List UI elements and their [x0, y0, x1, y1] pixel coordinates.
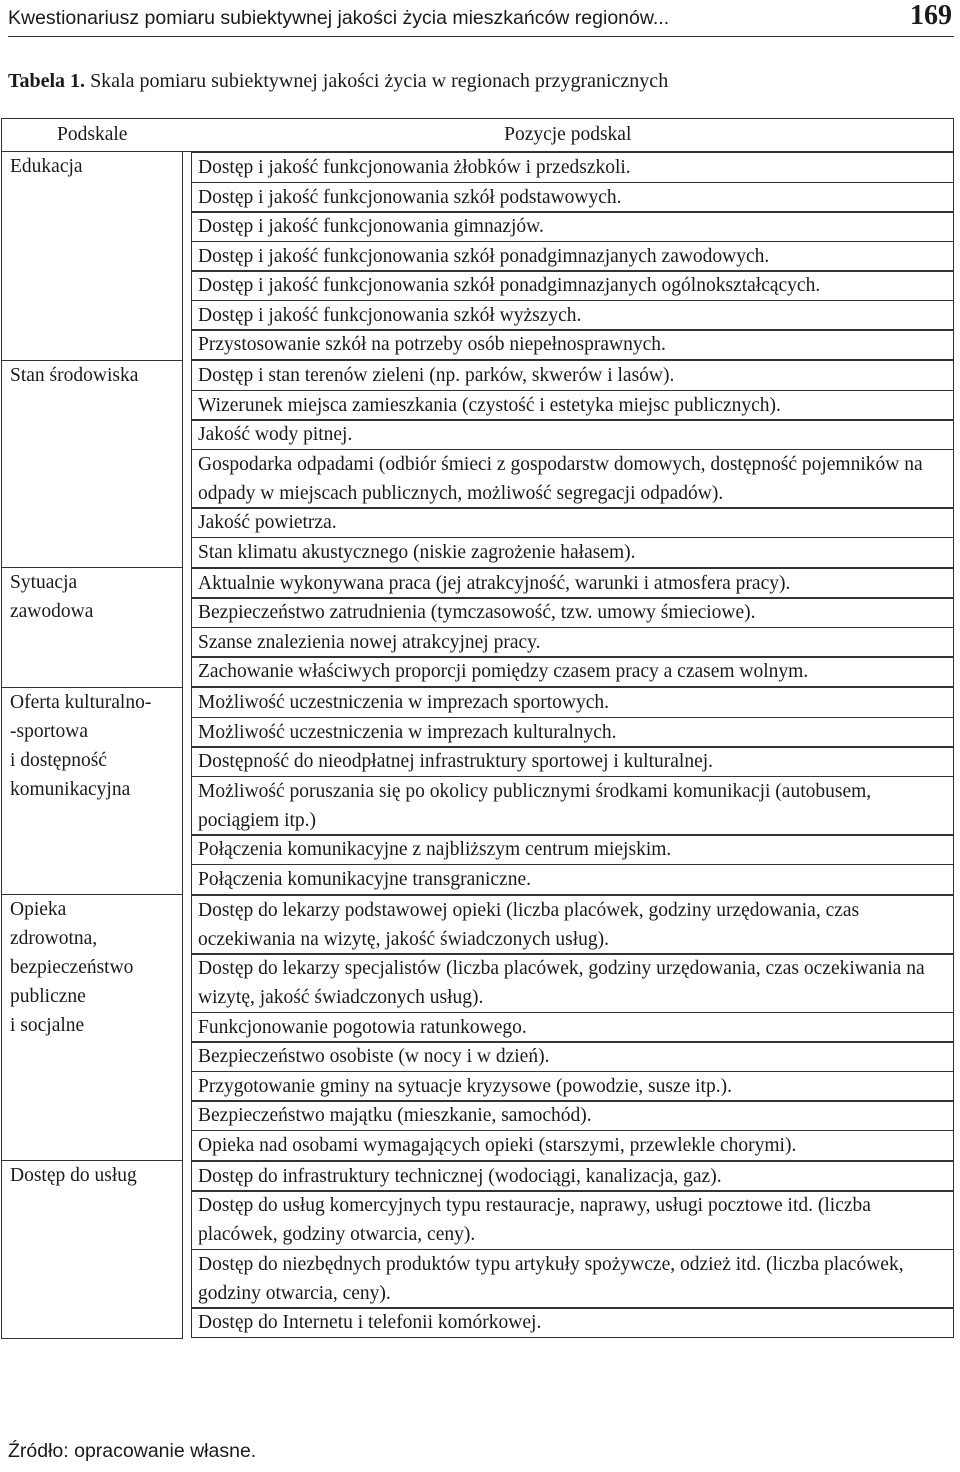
table-caption	[8, 70, 668, 93]
table-caption-label: Tabela 1.	[8, 70, 86, 92]
subscale-items	[183, 568, 954, 688]
table-row	[2, 895, 954, 1161]
item-cell	[191, 152, 954, 183]
subscale-items	[183, 1161, 954, 1339]
table-row	[2, 152, 954, 361]
item-text: Bezpieczeństwo zatrudnienia (tymczasowość, tzw. umowy śmieciowe).	[198, 602, 756, 623]
subscale-items	[183, 895, 954, 1161]
item-cell	[191, 1190, 954, 1250]
item-text: Jakość wody pitnej.	[198, 424, 353, 445]
subscale-name: Dostęp do usług	[2, 1161, 183, 1339]
item-text: Dostęp i jakość funkcjonowania szkół ponadgimnazjanych zawodowych.	[198, 245, 770, 267]
table-row	[2, 1161, 954, 1339]
source-note: Źródło: opracowanie własne.	[8, 1440, 257, 1462]
item-cell	[191, 1071, 954, 1102]
item-text: Dostęp do usług komercyjnych typu restauracje, naprawy, usługi pocztowe itd. (liczba placówek, godziny otwarcia, ceny).	[198, 1195, 871, 1245]
table-caption-text: Skala pomiaru subiektywnej jakości życia w regionach przygranicznych	[90, 70, 669, 92]
item-cell	[191, 953, 954, 1013]
item-cell	[191, 656, 954, 687]
item-cell	[191, 182, 954, 213]
item-cell	[191, 1100, 954, 1131]
item-cell	[191, 568, 954, 599]
running-header-title: Kwestionariusz pomiaru subiektywnej jakości życia mieszkańców regionów...	[8, 7, 670, 29]
item-cell	[191, 390, 954, 421]
table-header-row	[2, 119, 954, 152]
item-cell	[191, 360, 954, 391]
subscale-items	[183, 152, 954, 361]
item-text: Dostęp do Internetu i telefonii komórkowej.	[198, 1312, 542, 1333]
item-cell	[191, 1249, 954, 1309]
item-text: Szanse znalezienia nowej atrakcyjnej pracy.	[198, 631, 541, 653]
subscale-items	[183, 360, 954, 568]
item-cell	[191, 627, 954, 658]
item-text: Przystosowanie szkół na potrzeby osób niepełnosprawnych.	[198, 334, 666, 355]
item-text: Dostęp do niezbędnych produktów typu artykuły spożywcze, odzież itd. (liczba placówek, godziny otwarcia, ceny).	[198, 1253, 904, 1304]
running-header	[8, 0, 954, 37]
item-text: Dostęp i stan terenów zieleni (np. parków, skwerów i lasów).	[198, 365, 675, 386]
subscale-name: Edukacja	[2, 152, 183, 361]
item-text: Połączenia komunikacyjne transgraniczne.	[198, 868, 531, 890]
item-cell	[191, 270, 954, 301]
item-text: Możliwość uczestniczenia w imprezach kulturalnych.	[198, 721, 617, 743]
item-text: Jakość powietrza.	[198, 512, 337, 533]
subscale-name: Oferta kulturalno- -sportowa i dostępność komunikacyjna	[2, 687, 183, 895]
item-text: Stan klimatu akustycznego (niskie zagrożenie hałasem).	[198, 541, 636, 563]
item-cell	[191, 1130, 954, 1161]
item-text: Funkcjonowanie pogotowia ratunkowego.	[198, 1016, 527, 1038]
item-text: Dostęp i jakość funkcjonowania szkół podstawowych.	[198, 186, 622, 208]
item-text: Dostęp i jakość funkcjonowania szkół wyższych.	[198, 304, 582, 326]
table-row	[2, 687, 954, 895]
item-cell	[191, 834, 954, 865]
item-cell	[191, 329, 954, 360]
item-cell	[191, 776, 954, 836]
item-text: Bezpieczeństwo osobiste (w nocy i w dzień).	[198, 1046, 550, 1067]
item-text: Dostęp do infrastruktury technicznej (wodociągi, kanalizacja, gaz).	[198, 1165, 722, 1187]
item-cell	[191, 449, 954, 509]
header-items: Pozycje podskal	[183, 119, 954, 152]
item-text: Dostęp i jakość funkcjonowania szkół ponadgimnazjanych ogólnokształcących.	[198, 275, 821, 296]
item-text: Dostęp i jakość funkcjonowania gimnazjów.	[198, 216, 544, 237]
item-cell	[191, 746, 954, 777]
header-subscale: Podskale	[2, 119, 183, 152]
item-cell	[191, 1307, 954, 1338]
item-cell	[191, 1012, 954, 1043]
item-text: Dostęp do lekarzy specjalistów (liczba placówek, godziny urzędowania, czas oczekiwania na wizytę, jakość świadczonych usług).	[198, 958, 925, 1008]
item-text: Możliwość poruszania się po okolicy publicznymi środkami komunikacji (autobusem, pociągiem itp.)	[198, 780, 872, 831]
table-row	[2, 360, 954, 568]
item-cell	[191, 300, 954, 331]
page-number: 169	[910, 0, 952, 31]
subscale-items	[183, 687, 954, 895]
subscale-name: Stan środowiska	[2, 360, 183, 568]
item-text: Wizerunek miejsca zamieszkania (czystość i estetyka miejsc publicznych).	[198, 394, 781, 416]
item-cell	[191, 537, 954, 568]
subscale-table	[1, 118, 954, 1339]
item-cell	[191, 419, 954, 450]
item-text: Możliwość uczestniczenia w imprezach sportowych.	[198, 692, 609, 713]
item-text: Aktualnie wykonywana praca (jej atrakcyjność, warunki i atmosfera pracy).	[198, 572, 791, 594]
subscale-name: Sytuacja zawodowa	[2, 568, 183, 688]
item-text: Opieka nad osobami wymagających opieki (starszymi, przewlekle chorymi).	[198, 1134, 797, 1156]
item-cell	[191, 864, 954, 895]
item-text: Gospodarka odpadami (odbiór śmieci z gospodarstw domowych, dostępność pojemników na odpady w miejscach publicznych, możliwość segregacji odpadów).	[198, 453, 923, 504]
item-text: Dostęp i jakość funkcjonowania żłobków i przedszkoli.	[198, 157, 631, 178]
item-text: Bezpieczeństwo majątku (mieszkanie, samochód).	[198, 1105, 592, 1126]
item-cell	[191, 687, 954, 718]
table-row	[2, 568, 954, 688]
item-text: Przygotowanie gminy na sytuacje kryzysowe (powodzie, susze itp.).	[198, 1075, 732, 1097]
item-cell	[191, 717, 954, 748]
item-cell	[191, 211, 954, 242]
item-cell	[191, 895, 954, 955]
item-text: Dostęp do lekarzy podstawowej opieki (liczba placówek, godziny urzędowania, czas oczekiwania na wizytę, jakość świadczonych usług).	[198, 899, 860, 950]
item-text: Połączenia komunikacyjne z najbliższym centrum miejskim.	[198, 839, 672, 860]
item-text: Dostępność do nieodpłatnej infrastruktury sportowej i kulturalnej.	[198, 751, 714, 772]
table-body	[2, 152, 954, 1339]
item-cell	[191, 507, 954, 538]
item-cell	[191, 1161, 954, 1192]
item-cell	[191, 597, 954, 628]
item-text: Zachowanie właściwych proporcji pomiędzy czasem pracy a czasem wolnym.	[198, 661, 809, 682]
subscale-name: Opieka zdrowotna, bezpieczeństwo publiczne i socjalne	[2, 895, 183, 1161]
item-cell	[191, 1041, 954, 1072]
item-cell	[191, 241, 954, 272]
